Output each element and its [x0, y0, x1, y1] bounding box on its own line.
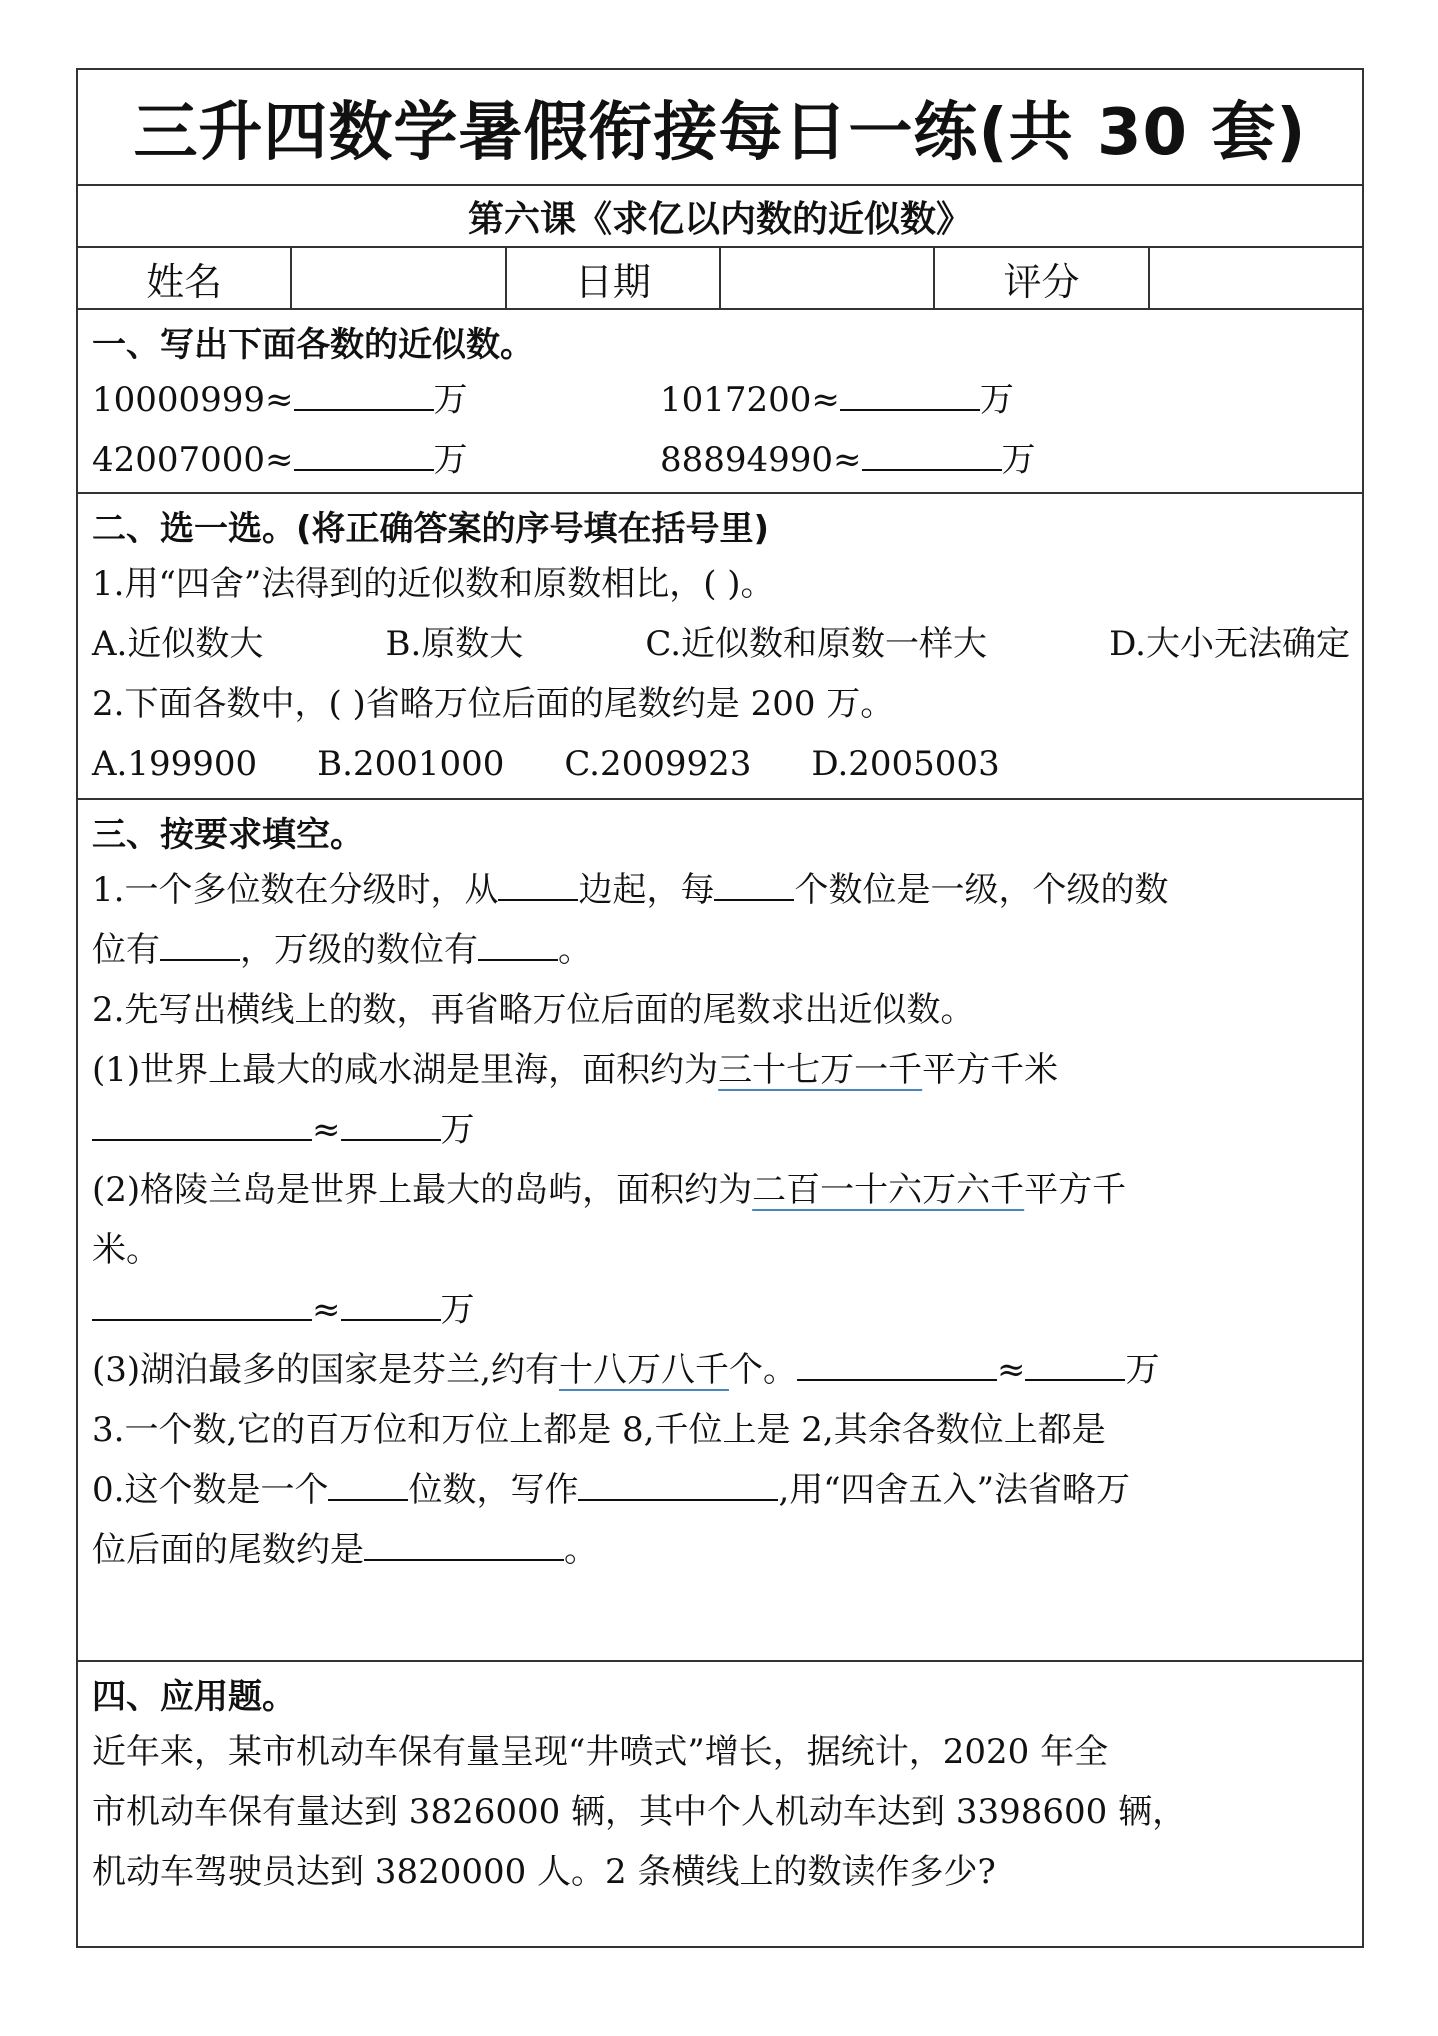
answer-blank[interactable] — [714, 865, 794, 901]
name-label: 姓名 — [78, 248, 292, 308]
option[interactable]: D.2005003 — [811, 744, 1000, 784]
answer-blank[interactable] — [92, 1105, 312, 1141]
text: 个数位是一级，个级的数 — [794, 870, 1169, 910]
question-line — [92, 1520, 1348, 1580]
info-row — [78, 248, 1362, 310]
approx-sign: ≈ — [312, 1290, 341, 1330]
section-heading: 四、应用题。 — [92, 1677, 296, 1717]
unit-text: 万 — [433, 440, 468, 480]
number-text: 88894990≈ — [660, 440, 862, 480]
text: (2)格陵兰岛是世界上最大的岛屿，面积约为 — [92, 1170, 753, 1210]
answer-blank[interactable] — [294, 435, 434, 471]
question-text: 3.一个数,它的百万位和万位上都是 8,千位上是 2,其余各数位上都是 — [92, 1410, 1106, 1450]
option[interactable]: D.大小无法确定 — [1109, 624, 1350, 664]
answer-blank[interactable] — [341, 1285, 441, 1321]
text: 位有 — [92, 930, 160, 970]
answer-blank[interactable] — [478, 925, 558, 961]
number-text: 10000999≈ — [92, 380, 294, 420]
question-line — [92, 1460, 1348, 1520]
number-text: 42007000≈ — [92, 440, 294, 480]
underlined-number: 二百一十六万六千 — [752, 1170, 1025, 1210]
section-heading: 二、选一选。(将正确答案的序号填在括号里) — [92, 509, 770, 549]
worksheet — [76, 68, 1364, 1948]
text: 边起，每 — [578, 870, 715, 910]
section-heading: 三、按要求填空。 — [92, 815, 364, 855]
approx-sign: ≈ — [312, 1110, 341, 1150]
question-line — [92, 860, 1348, 920]
text: 。 — [564, 1530, 598, 1570]
text: 位数，写作 — [408, 1470, 579, 1510]
question-line — [92, 1160, 1348, 1220]
option[interactable]: A.199900 — [92, 744, 258, 784]
option[interactable]: C.2009923 — [564, 744, 752, 784]
approx-sign: ≈ — [996, 1350, 1026, 1390]
question-text: 2.下面各数中，( )省略万位后面的尾数约是 200 万。 — [92, 684, 895, 724]
unit-text: 万 — [440, 1290, 475, 1330]
unit-text: 万 — [979, 380, 1014, 420]
text: 平方千米 — [922, 1050, 1059, 1090]
score-field[interactable] — [1150, 248, 1362, 308]
problem-text: 市机动车保有量达到 3826000 辆，其中个人机动车达到 3398600 辆， — [92, 1792, 1187, 1832]
section-heading: 一、写出下面各数的近似数。 — [92, 325, 534, 365]
text: 平方千 — [1024, 1170, 1127, 1210]
answer-blank[interactable] — [840, 375, 980, 411]
text: 0.这个数是一个 — [92, 1470, 329, 1510]
number-text: 1017200≈ — [660, 380, 840, 420]
date-field[interactable] — [721, 248, 935, 308]
problem-text: 机动车驾驶员达到 3820000 人。2 条横线上的数读作多少? — [92, 1852, 996, 1892]
option[interactable]: B.原数大 — [385, 624, 524, 664]
answer-blank[interactable] — [294, 375, 434, 411]
page-title: 三升四数学暑假衔接每日一练(共 30 套) — [78, 70, 1362, 186]
text: 个。 — [728, 1350, 797, 1390]
answer-blank[interactable] — [328, 1465, 408, 1501]
section-fill-in — [78, 800, 1362, 1662]
answer-blank[interactable] — [341, 1105, 441, 1141]
underlined-number: 十八万八千 — [558, 1350, 729, 1390]
name-field[interactable] — [292, 248, 506, 308]
question-line — [92, 920, 1348, 980]
text: (3)湖泊最多的国家是芬兰,约有 — [92, 1350, 559, 1390]
question-text: 2.先写出横线上的数，再省略万位后面的尾数求出近似数。 — [92, 990, 975, 1030]
text: (1)世界上最大的咸水湖是里海，面积约为 — [92, 1050, 719, 1090]
text: 位后面的尾数约是 — [92, 1530, 364, 1570]
unit-text: 万 — [1001, 440, 1036, 480]
unit-text: 万 — [1125, 1350, 1160, 1390]
question-line — [92, 1040, 1348, 1100]
answer-blank[interactable] — [862, 435, 1002, 471]
question-text: 米。 — [92, 1230, 160, 1270]
score-label: 评分 — [935, 248, 1149, 308]
question-row — [92, 430, 1348, 490]
answer-blank[interactable] — [578, 1465, 778, 1501]
option[interactable]: A.近似数大 — [92, 624, 264, 664]
answer-line — [92, 1100, 1348, 1160]
text: 1.一个多位数在分级时，从 — [92, 870, 499, 910]
question-text: 1.用“四舍”法得到的近似数和原数相比，( )。 — [92, 564, 775, 604]
answer-line — [92, 1280, 1348, 1340]
text: 。 — [558, 930, 592, 970]
question-line — [92, 1340, 1348, 1400]
question-row — [92, 370, 1348, 430]
text: ，万级的数位有 — [240, 930, 478, 970]
answer-blank[interactable] — [364, 1525, 564, 1561]
problem-text: 近年来，某市机动车保有量呈现“井喷式”增长，据统计，2020 年全 — [92, 1732, 1109, 1772]
unit-text: 万 — [440, 1110, 475, 1150]
section-multiple-choice — [78, 494, 1362, 800]
text: ,用“四舍五入”法省略万 — [778, 1470, 1131, 1510]
answer-blank[interactable] — [498, 865, 578, 901]
answer-blank[interactable] — [92, 1285, 312, 1321]
answer-blank[interactable] — [1025, 1345, 1125, 1381]
answer-blank[interactable] — [797, 1345, 997, 1381]
option[interactable]: C.近似数和原数一样大 — [645, 624, 988, 664]
date-label: 日期 — [507, 248, 721, 308]
section-word-problem — [78, 1662, 1362, 1948]
unit-text: 万 — [433, 380, 468, 420]
options-row — [92, 734, 1348, 794]
section-approximation — [78, 310, 1362, 494]
options-row — [92, 614, 1350, 674]
option[interactable]: B.2001000 — [317, 744, 505, 784]
answer-blank[interactable] — [160, 925, 240, 961]
lesson-subtitle: 第六课《求亿以内数的近似数》 — [78, 186, 1362, 248]
underlined-number: 三十七万一千 — [718, 1050, 923, 1090]
